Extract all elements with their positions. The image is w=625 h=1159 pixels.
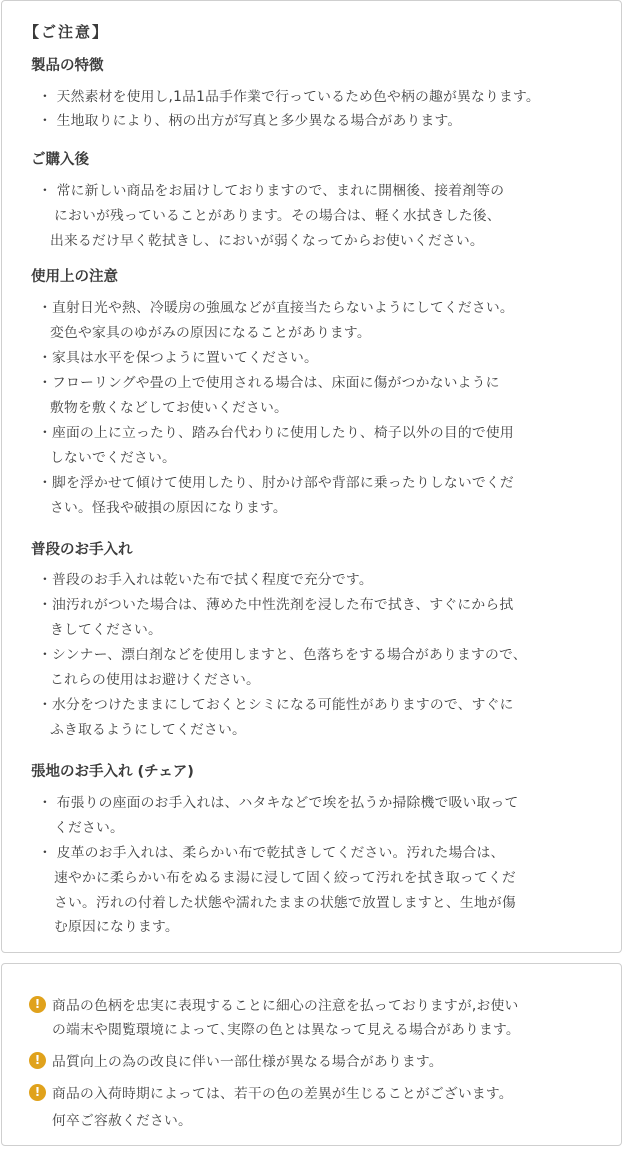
section-line: においが残っていることがあります。その場合は、軽く水拭きした後、 bbox=[54, 208, 501, 224]
section-line: ・シンナー、漂白剤などを使用しますと、色落ちをする場合がありますので、 bbox=[38, 647, 527, 663]
section-line: ・脚を浮かせて傾けて使用したり、肘かけ部や背部に乗ったりしないでくだ bbox=[38, 475, 514, 491]
disclaimer-line: の端末や閲覧環境によって､実際の色とは異なって見える場合があります。 bbox=[52, 1022, 520, 1038]
section-line: ・フローリングや畳の上で使用される場合は、床面に傷がつかないように bbox=[38, 375, 500, 391]
section-line: 出来るだけ早く乾拭きし、においが弱くなってからお使いください。 bbox=[50, 233, 484, 249]
section-line: さい。汚れの付着した状態や濡れたままの状態で放置しますと、生地が傷 bbox=[54, 895, 516, 911]
section-line: ・ 布張りの座面のお手入れは、ハタキなどで埃を払うか掃除機で吸い取って bbox=[38, 795, 519, 811]
warning-icon: ! bbox=[29, 1084, 46, 1101]
section-line: 速やかに柔らかい布をぬるま湯に浸して固く絞って汚れを拭き取ってくだ bbox=[54, 870, 516, 886]
warning-icon: ! bbox=[29, 1052, 46, 1069]
section-line: しないでください。 bbox=[50, 450, 176, 466]
section-line: ・油汚れがついた場合は、薄めた中性洗剤を浸した布で拭き、すぐにから拭 bbox=[38, 597, 514, 613]
section-heading-daily-care: 普段のお手入れ bbox=[31, 542, 133, 558]
section-line: ・直射日光や熱、冷暖房の強風などが直接当たらないようにしてください。 bbox=[38, 300, 514, 316]
section-line: ください。 bbox=[54, 820, 124, 836]
section-line: ・ 皮革のお手入れは、柔らかい布で乾拭きしてください。汚れた場合は、 bbox=[38, 845, 505, 861]
disclaimer-line: 商品の色柄を忠実に表現することに細心の注意を払っておりますが,お使い bbox=[52, 998, 519, 1014]
section-heading-features: 製品の特徴 bbox=[31, 58, 104, 74]
disclaimer-box bbox=[1, 963, 622, 1146]
notice-title: 【ご注意】 bbox=[24, 23, 110, 41]
section-line: ふき取るようにしてください。 bbox=[50, 722, 246, 738]
notice-box bbox=[1, 0, 622, 953]
section-line: ・ 常に新しい商品をお届けしておりますので、まれに開梱後、接着剤等の bbox=[38, 183, 505, 199]
section-line: ・普段のお手入れは乾いた布で拭く程度で充分です。 bbox=[38, 572, 373, 588]
section-line: 変色や家具のゆがみの原因になることがあります。 bbox=[50, 325, 371, 341]
section-line: きしてください。 bbox=[50, 622, 162, 638]
section-line: ・家具は水平を保つように置いてください。 bbox=[38, 350, 318, 366]
section-heading-after-purchase: ご購入後 bbox=[31, 152, 89, 168]
section-line: む原因になります。 bbox=[54, 919, 179, 935]
warning-icon: ! bbox=[29, 996, 46, 1013]
section-line: ・ 天然素材を使用し,1品1品手作業で行っているため色や柄の趣が異なります。 bbox=[38, 89, 540, 105]
section-heading-usage-notes: 使用上の注意 bbox=[31, 269, 118, 285]
section-line: ・水分をつけたままにしておくとシミになる可能性がありますので、すぐに bbox=[38, 697, 514, 713]
disclaimer-line: 何卒ご容赦ください。 bbox=[52, 1113, 192, 1129]
section-line: ・座面の上に立ったり、踏み台代わりに使用したり、椅子以外の目的で使用 bbox=[38, 425, 514, 441]
section-line: さい。怪我や破損の原因になります。 bbox=[50, 500, 287, 516]
disclaimer-line: 品質向上の為の改良に伴い一部仕様が異なる場合があります。 bbox=[52, 1054, 443, 1070]
section-line: ・ 生地取りにより、柄の出方が写真と多少異なる場合があります。 bbox=[38, 113, 462, 129]
disclaimer-line: 商品の入荷時期によっては、若干の色の差異が生じることがございます。 bbox=[52, 1086, 513, 1102]
section-line: これらの使用はお避けください。 bbox=[50, 672, 260, 688]
section-heading-upholstery-care: 張地のお手入れ (チェア) bbox=[31, 764, 194, 780]
section-line: 敷物を敷くなどしてお使いください。 bbox=[50, 400, 288, 416]
